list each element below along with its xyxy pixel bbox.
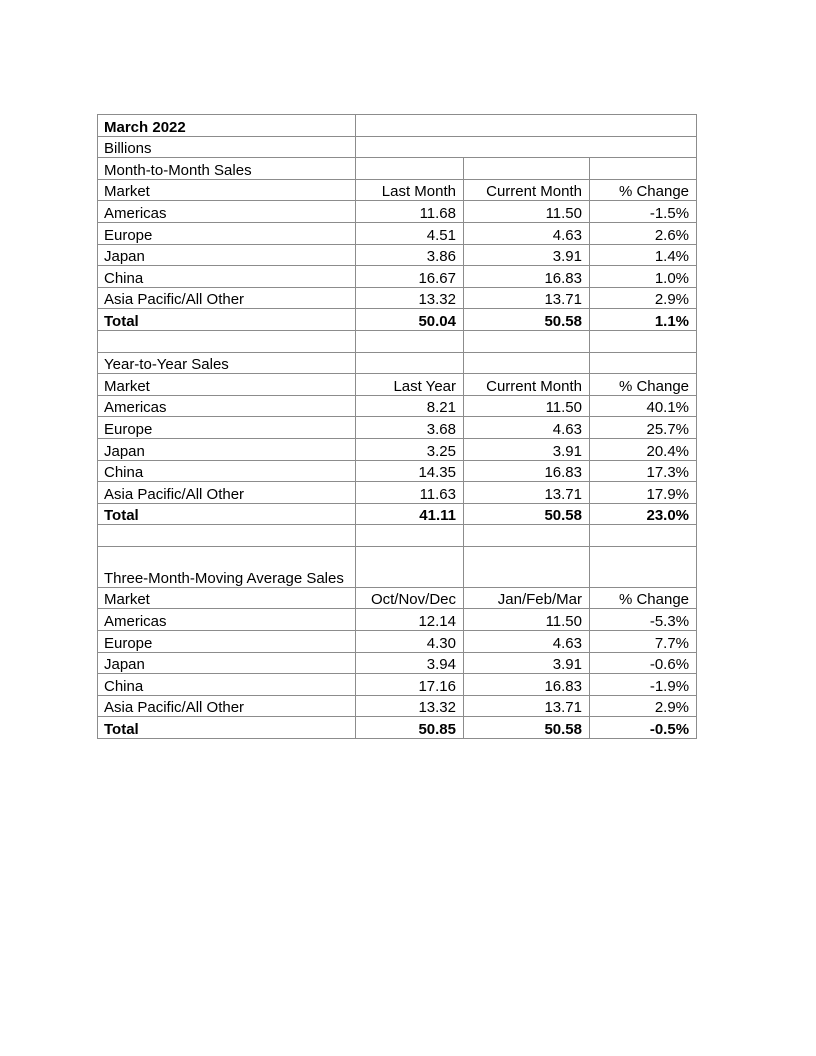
table-row: [98, 244, 697, 266]
total-change: 1.1%: [590, 309, 697, 331]
value-cell: 16.83: [464, 460, 590, 482]
value-cell: 4.63: [464, 631, 590, 653]
table-row: [98, 222, 697, 244]
column-header: Market: [98, 179, 356, 201]
total-value: 50.58: [464, 717, 590, 739]
column-header: Current Month: [464, 179, 590, 201]
value-cell: 11.68: [356, 201, 464, 223]
market-cell: Japan: [98, 652, 356, 674]
change-cell: 17.3%: [590, 460, 697, 482]
value-cell: 16.83: [464, 266, 590, 288]
value-cell: 13.71: [464, 287, 590, 309]
total-change: -0.5%: [590, 717, 697, 739]
change-cell: -1.9%: [590, 674, 697, 696]
value-cell: 3.68: [356, 417, 464, 439]
value-cell: 11.50: [464, 609, 590, 631]
value-cell: 4.30: [356, 631, 464, 653]
table-row: [98, 652, 697, 674]
report-title: March 2022: [98, 115, 356, 137]
table-row: [98, 201, 697, 223]
table-row: [98, 438, 697, 460]
column-header: % Change: [590, 374, 697, 396]
column-header-row: [98, 179, 697, 201]
title-row: [98, 115, 697, 137]
column-header: Last Month: [356, 179, 464, 201]
column-header-row: [98, 374, 697, 396]
market-cell: Japan: [98, 244, 356, 266]
change-cell: 2.9%: [590, 287, 697, 309]
value-cell: 13.32: [356, 287, 464, 309]
market-cell: Americas: [98, 395, 356, 417]
change-cell: 40.1%: [590, 395, 697, 417]
table-row: [98, 266, 697, 288]
market-cell: Asia Pacific/All Other: [98, 695, 356, 717]
market-cell: Asia Pacific/All Other: [98, 287, 356, 309]
total-label: Total: [98, 503, 356, 525]
change-cell: 25.7%: [590, 417, 697, 439]
total-label: Total: [98, 717, 356, 739]
section-heading: Month-to-Month Sales: [98, 158, 356, 180]
total-value: 50.85: [356, 717, 464, 739]
market-cell: Americas: [98, 609, 356, 631]
section-heading: Year-to-Year Sales: [98, 352, 356, 374]
table-row: [98, 460, 697, 482]
change-cell: -5.3%: [590, 609, 697, 631]
change-cell: 17.9%: [590, 482, 697, 504]
section-heading-row: [98, 352, 697, 374]
value-cell: 3.94: [356, 652, 464, 674]
total-change: 23.0%: [590, 503, 697, 525]
spacer-row: [98, 525, 697, 547]
table-row: [98, 417, 697, 439]
change-cell: 1.0%: [590, 266, 697, 288]
value-cell: 11.50: [464, 395, 590, 417]
value-cell: 12.14: [356, 609, 464, 631]
value-cell: 3.91: [464, 652, 590, 674]
value-cell: 16.83: [464, 674, 590, 696]
change-cell: -1.5%: [590, 201, 697, 223]
value-cell: 16.67: [356, 266, 464, 288]
table-row: [98, 695, 697, 717]
total-value: 50.58: [464, 309, 590, 331]
table-row: [98, 674, 697, 696]
change-cell: 2.9%: [590, 695, 697, 717]
column-header: Current Month: [464, 374, 590, 396]
table-row: [98, 609, 697, 631]
change-cell: -0.6%: [590, 652, 697, 674]
market-cell: China: [98, 674, 356, 696]
market-cell: China: [98, 460, 356, 482]
market-cell: Europe: [98, 631, 356, 653]
value-cell: 11.50: [464, 201, 590, 223]
table-row: [98, 395, 697, 417]
value-cell: 4.63: [464, 417, 590, 439]
market-cell: Americas: [98, 201, 356, 223]
value-cell: 14.35: [356, 460, 464, 482]
value-cell: 8.21: [356, 395, 464, 417]
total-row: [98, 309, 697, 331]
value-cell: 17.16: [356, 674, 464, 696]
market-cell: Japan: [98, 438, 356, 460]
value-cell: 13.71: [464, 695, 590, 717]
section-heading: Three-Month-Moving Average Sales: [98, 546, 356, 587]
units-label: Billions: [98, 136, 356, 158]
total-row: [98, 503, 697, 525]
spacer-row: [98, 330, 697, 352]
column-header: Oct/Nov/Dec: [356, 587, 464, 609]
column-header: Market: [98, 374, 356, 396]
change-cell: 2.6%: [590, 222, 697, 244]
value-cell: 13.32: [356, 695, 464, 717]
sales-table: [97, 114, 697, 739]
table-row: [98, 287, 697, 309]
total-value: 41.11: [356, 503, 464, 525]
value-cell: 3.91: [464, 244, 590, 266]
change-cell: 1.4%: [590, 244, 697, 266]
table-row: [98, 631, 697, 653]
units-row: [98, 136, 697, 158]
total-value: 50.58: [464, 503, 590, 525]
total-label: Total: [98, 309, 356, 331]
market-cell: Europe: [98, 417, 356, 439]
total-value: 50.04: [356, 309, 464, 331]
total-row: [98, 717, 697, 739]
value-cell: 3.91: [464, 438, 590, 460]
value-cell: 3.25: [356, 438, 464, 460]
column-header: % Change: [590, 587, 697, 609]
market-cell: China: [98, 266, 356, 288]
value-cell: 3.86: [356, 244, 464, 266]
change-cell: 7.7%: [590, 631, 697, 653]
value-cell: 4.63: [464, 222, 590, 244]
column-header: % Change: [590, 179, 697, 201]
value-cell: 11.63: [356, 482, 464, 504]
market-cell: Asia Pacific/All Other: [98, 482, 356, 504]
section-heading-row: [98, 158, 697, 180]
market-cell: Europe: [98, 222, 356, 244]
section-heading-row: [98, 546, 697, 587]
change-cell: 20.4%: [590, 438, 697, 460]
column-header-row: [98, 587, 697, 609]
column-header: Market: [98, 587, 356, 609]
value-cell: 4.51: [356, 222, 464, 244]
column-header: Jan/Feb/Mar: [464, 587, 590, 609]
column-header: Last Year: [356, 374, 464, 396]
value-cell: 13.71: [464, 482, 590, 504]
table-row: [98, 482, 697, 504]
